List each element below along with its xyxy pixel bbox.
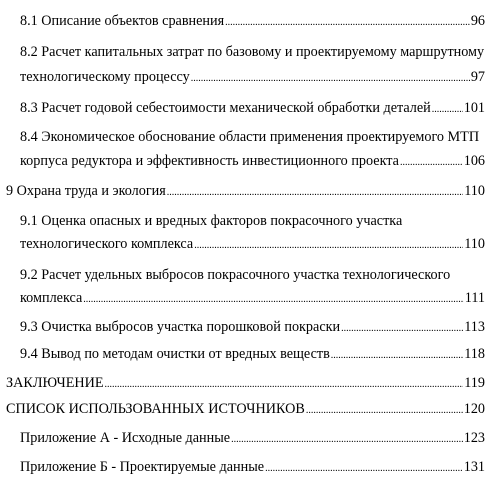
toc-entry-title: 9 Охрана труда и экология xyxy=(6,183,166,199)
toc-page-number: 119 xyxy=(464,375,485,391)
toc-entry-title-continued: технологического комплекса xyxy=(20,236,194,252)
toc-entry-title: 8.2 Расчет капитальных затрат по базовому и проектируемому маршрутному xyxy=(20,44,485,60)
toc-page-number: 118 xyxy=(464,346,485,362)
toc-entry-title: 9.1 Оценка опасных и вредных факторов покрасочного участка xyxy=(20,213,403,229)
dot-leader xyxy=(105,373,464,395)
toc-entry-title-continued: технологическому процессу xyxy=(20,69,190,85)
dot-leader xyxy=(191,67,470,89)
toc-page-number: 110 xyxy=(464,183,485,199)
toc-page-number: 106 xyxy=(463,153,485,169)
toc-page-number: 113 xyxy=(464,319,485,335)
dot-leader xyxy=(83,288,464,310)
dot-leader xyxy=(167,181,463,203)
toc-page-number: 120 xyxy=(463,401,485,417)
toc-page-number: 97 xyxy=(470,69,485,85)
toc-entry-title: ЗАКЛЮЧЕНИЕ xyxy=(6,375,104,391)
toc-page-number: 110 xyxy=(464,236,485,252)
dot-leader xyxy=(306,399,463,421)
toc-entry-title: СПИСОК ИСПОЛЬЗОВАННЫХ ИСТОЧНИКОВ xyxy=(6,401,305,417)
dot-leader xyxy=(400,151,463,173)
dot-leader xyxy=(225,11,470,33)
toc-entry-title: 9.4 Вывод по методам очистки от вредных веществ xyxy=(20,346,330,362)
toc-entry-title: Приложение Б - Проектируемые данные xyxy=(20,459,265,475)
dot-leader xyxy=(194,234,463,256)
toc-entry-title: 8.3 Расчет годовой себестоимости механической обработки деталей xyxy=(20,100,431,116)
toc-entry-title: 8.1 Описание объектов сравнения xyxy=(20,13,225,29)
toc-entry-title: Приложение А - Исходные данные xyxy=(20,430,231,446)
dot-leader xyxy=(432,98,463,120)
dot-leader xyxy=(231,428,463,450)
toc-entry-title: 9.2 Расчет удельных выбросов покрасочного участка технологического xyxy=(20,267,451,283)
toc-entry-title-continued: корпуса редуктора и эффективность инвестиционного проекта xyxy=(20,153,399,169)
toc-entry-title-continued: комплекса xyxy=(20,290,83,306)
toc-entry-title: 8.4 Экономическое обоснование области применения проектируемого МТП xyxy=(20,129,480,145)
toc-entry-title: 9.3 Очистка выбросов участка порошковой покраски xyxy=(20,319,341,335)
toc-page-number: 111 xyxy=(464,290,485,306)
toc-page-number: 131 xyxy=(463,459,485,475)
toc-page-number: 123 xyxy=(463,430,485,446)
dot-leader xyxy=(265,457,463,479)
toc-page-number: 101 xyxy=(463,100,485,116)
dot-leader xyxy=(331,344,463,366)
toc-page-number: 96 xyxy=(470,13,485,29)
dot-leader xyxy=(341,317,463,339)
